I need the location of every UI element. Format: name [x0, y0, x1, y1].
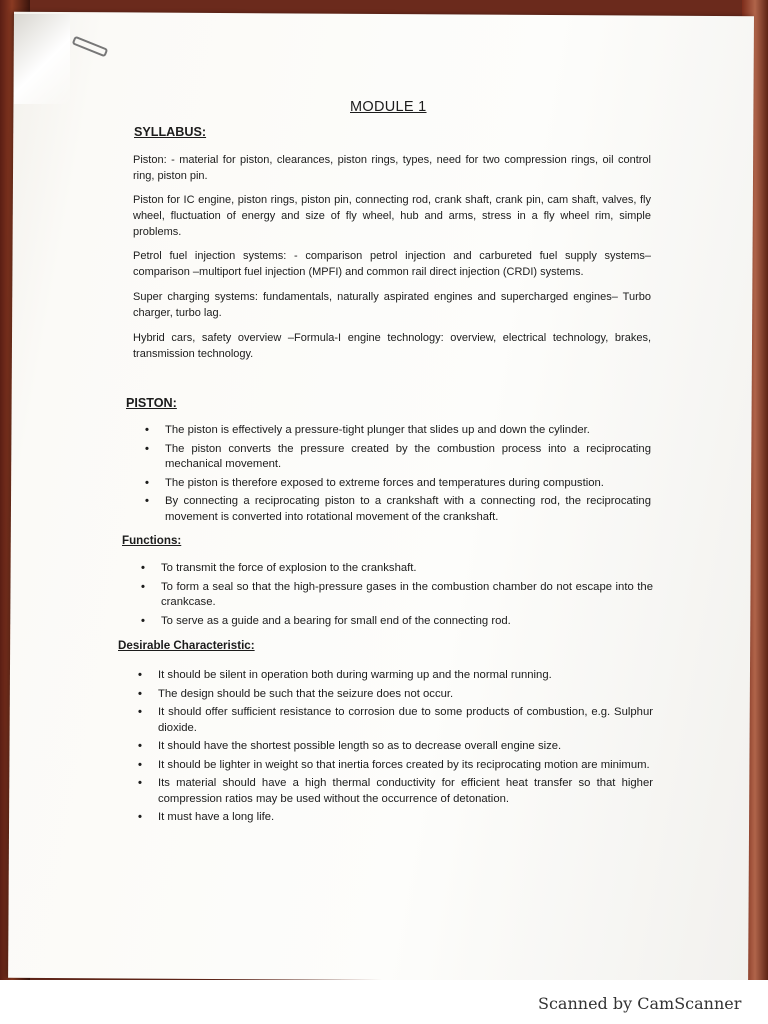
functions-heading: Functions: [122, 534, 182, 547]
desirable-heading: Desirable Characteristic: [118, 639, 255, 652]
functions-list [141, 561, 653, 632]
list-item: • It should be silent in operation both during warming up and the normal running. [138, 668, 653, 684]
module-title: MODULE 1 [350, 99, 427, 115]
bullet-icon: • [138, 811, 142, 823]
bullet-icon: • [138, 740, 142, 752]
bullet-icon: • [138, 687, 142, 700]
bullet-icon: • [141, 580, 145, 593]
bullet-icon: • [138, 669, 142, 681]
syllabus-paragraph: Super charging systems: fundamentals, naturally aspirated engines and supercharged engines– Turbo charger, turbo lag. [133, 291, 651, 319]
list-item: • It must have a long life. [138, 810, 653, 826]
list-item: • Its material should have a high thermal conductivity for efficient heat transfer so that higher compression ratios may be used without the occurrence of detonation. [138, 777, 653, 805]
list-item: • The design should be such that the seizure does not occur. [138, 687, 653, 703]
syllabus-paragraph: Hybrid cars, safety overview –Formula-I engine technology: overview, electrical technology, brakes, transmission technology. [133, 332, 651, 360]
list-item: • By connecting a reciprocating piston to a crankshaft with a connecting rod, the reciprocating movement is converted into rotational movement of the crankshaft. [145, 495, 651, 523]
list-item: • To transmit the force of explosion to the crankshaft. [141, 561, 653, 577]
list-item: • It should be lighter in weight so that inertia forces created by its reciprocating motion are minimum. [138, 758, 653, 774]
bullet-icon: • [141, 614, 145, 627]
bullet-icon: • [145, 424, 149, 436]
syllabus-heading: SYLLABUS: [134, 125, 207, 139]
list-item: • The piston is therefore exposed to extreme forces and temperatures during compustion. [145, 476, 651, 492]
bullet-icon: • [145, 495, 149, 507]
list-item: • To serve as a guide and a bearing for small end of the connecting rod. [141, 614, 653, 630]
piston-list [145, 423, 651, 528]
syllabus-paragraph: Piston: - material for piston, clearances, piston rings, types, need for two compression rings, oil control ring, piston pin. [133, 154, 651, 182]
bullet-icon: • [141, 562, 145, 574]
list-item: • The piston is effectively a pressure-tight plunger that slides up and down the cylinder. [145, 423, 651, 439]
bullet-icon: • [138, 777, 142, 789]
syllabus-paragraph: Piston for IC engine, piston rings, piston pin, connecting rod, crank shaft, crank pin, cam shaft, valves, fly wheel, fluctuation of energy and size of fly wheel, hub and arms, stress in a fly wheel rim, simple problems. [133, 194, 651, 238]
desirable-list [138, 668, 653, 829]
camscanner-watermark: Scanned by CamScanner [538, 994, 742, 1013]
syllabus-paragraph: Petrol fuel injection systems: - comparison petrol injection and carbureted fuel supply systems– comparison –multiport fuel injection (MPFI) and common rail direct injection (CRDI) systems. [133, 250, 651, 278]
piston-heading: PISTON: [126, 396, 177, 410]
list-item: • The piston converts the pressure created by the combustion process into a reciprocating mechanical movement. [145, 442, 651, 470]
list-item: • To form a seal so that the high-pressure gases in the combustion chamber do not escape into the crankcase. [141, 580, 653, 608]
list-item: • It should have the shortest possible length so as to decrease overall engine size. [138, 739, 653, 755]
bullet-icon: • [138, 706, 142, 718]
list-item: • It should offer sufficient resistance to corrosion due to some products of combustion, e.g. Sulphur dioxide. [138, 706, 653, 734]
bullet-icon: • [138, 758, 142, 771]
bullet-icon: • [145, 476, 149, 489]
bullet-icon: • [145, 442, 149, 455]
